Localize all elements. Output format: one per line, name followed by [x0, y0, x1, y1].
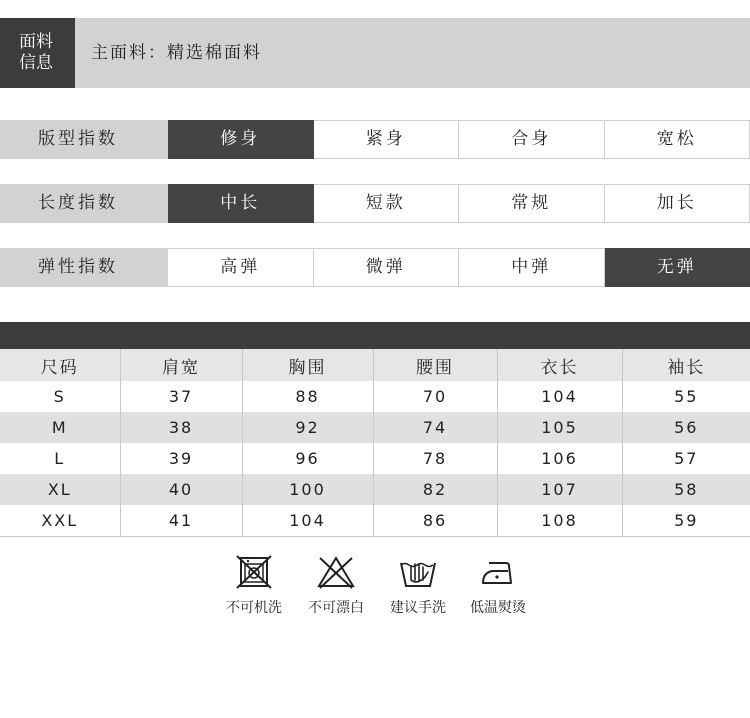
no-bleach-icon: [316, 555, 356, 589]
cell-size: XL: [0, 474, 120, 505]
header-waist: 腰围: [373, 349, 497, 381]
fabric-info: [0, 18, 750, 88]
fit-index-row: [0, 120, 750, 159]
cell-length: 104: [497, 381, 622, 412]
cell-length: 105: [497, 412, 622, 443]
cell-waist: 82: [373, 474, 497, 505]
elasticity-option-medium: 中弹: [459, 248, 605, 287]
length-option-short: 短款: [314, 184, 460, 223]
size-table-header-bar: [0, 322, 750, 349]
fit-index-label: 版型指数: [0, 120, 168, 159]
cell-waist: 74: [373, 412, 497, 443]
elasticity-index-row: [0, 248, 750, 287]
table-row: [0, 474, 750, 505]
header-size: 尺码: [0, 349, 120, 381]
cell-waist: 70: [373, 381, 497, 412]
cell-chest: 104: [242, 505, 373, 536]
care-label: 低温熨烫: [470, 600, 526, 616]
elasticity-option-slight: 微弹: [314, 248, 460, 287]
cell-shoulder: 37: [120, 381, 242, 412]
cell-sleeve: 56: [622, 412, 750, 443]
length-index-label: 长度指数: [0, 184, 168, 223]
length-option-mid: 中长: [168, 184, 314, 223]
cell-sleeve: 57: [674, 449, 699, 468]
fit-option-loose: 宽松: [605, 120, 750, 159]
length-option-long: 加长: [605, 184, 750, 223]
cell-chest: 88: [242, 381, 373, 412]
cell-chest: 96: [242, 443, 373, 474]
cell-length: 107: [497, 474, 622, 505]
size-table: [0, 349, 750, 537]
cell-size: L: [0, 443, 120, 474]
length-index-row: [0, 184, 750, 223]
cell-waist: 78: [373, 443, 497, 474]
cell-size: S: [0, 381, 120, 412]
no-machine-wash-icon: [236, 555, 272, 589]
hand-wash-icon: [398, 555, 438, 589]
header-sleeve: 袖长: [622, 349, 750, 381]
fabric-tag: [0, 18, 75, 88]
fabric-tag-line2: 信息: [19, 53, 53, 73]
cell-shoulder: 38: [120, 412, 242, 443]
care-item-hand-wash: [378, 555, 458, 617]
fit-option-tight: 紧身: [314, 120, 460, 159]
elasticity-option-none: 无弹: [605, 248, 750, 287]
care-instructions: [0, 555, 750, 635]
cell-length: 106: [497, 443, 622, 474]
low-iron-icon: [478, 555, 518, 589]
care-label: 不可漂白: [308, 600, 364, 616]
fabric-tag-line1: 面料: [19, 32, 53, 52]
cell-sleeve: 59: [622, 505, 750, 536]
cell-waist: 86: [373, 505, 497, 536]
table-row: [0, 412, 750, 443]
size-table-header-row: [0, 349, 750, 381]
fit-option-slim: 修身: [168, 120, 314, 159]
cell-shoulder: 40: [120, 474, 242, 505]
header-length: 衣长: [497, 349, 622, 381]
fabric-description: 主面料：精选棉面料: [91, 43, 262, 63]
cell-sleeve: 55: [674, 387, 699, 406]
cell-length: 108: [497, 505, 622, 536]
cell-size: XXL: [0, 505, 120, 536]
length-option-standard: 常规: [459, 184, 605, 223]
elasticity-option-high: 高弹: [168, 248, 314, 287]
table-row: [0, 505, 750, 536]
elasticity-index-label: 弹性指数: [0, 248, 168, 287]
table-row: [0, 381, 750, 412]
cell-sleeve: 58: [622, 474, 750, 505]
care-item-no-machine-wash: [214, 555, 294, 617]
care-label: 不可机洗: [226, 600, 282, 616]
cell-chest: 100: [242, 474, 373, 505]
care-label: 建议手洗: [390, 600, 446, 616]
cell-shoulder: 41: [120, 505, 242, 536]
table-row: [0, 443, 750, 474]
cell-size: M: [0, 412, 120, 443]
header-shoulder: 肩宽: [120, 349, 242, 381]
header-chest: 胸围: [242, 349, 373, 381]
fit-option-regular: 合身: [459, 120, 605, 159]
care-item-low-iron: [458, 555, 538, 617]
cell-chest: 92: [242, 412, 373, 443]
cell-shoulder: 39: [120, 443, 242, 474]
care-item-no-bleach: [296, 555, 376, 617]
